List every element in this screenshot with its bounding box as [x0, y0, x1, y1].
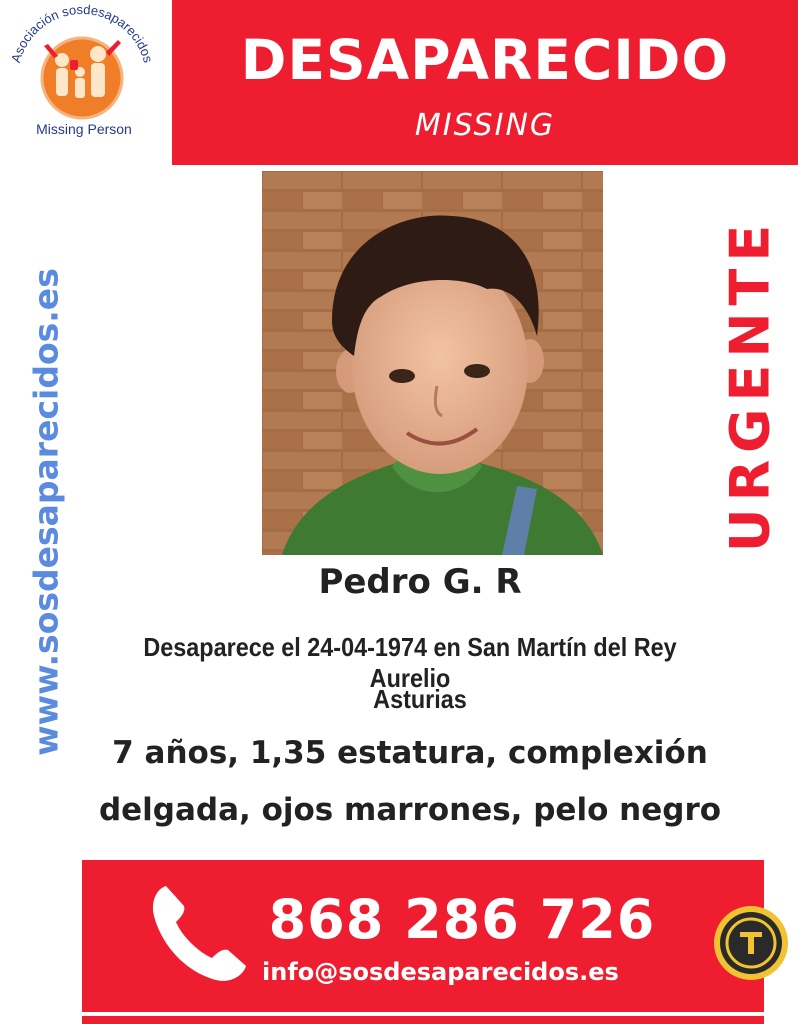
family-emblem-icon — [0, 0, 168, 165]
website-link[interactable]: www.sosdesaparecidos.es — [26, 268, 66, 756]
logo-arc-text: Asociación sosdesaparecidos — [8, 1, 156, 65]
watermark-badge-icon — [712, 904, 790, 982]
phone-number[interactable]: 868 286 726 — [268, 888, 656, 951]
person-photo — [262, 171, 603, 555]
missing-date-location: Desaparece el 24-04-1974 en San Martín del Rey Aurelio — [143, 632, 677, 693]
contact-email[interactable]: info@sosdesaparecidos.es — [262, 958, 619, 986]
bottom-bar — [82, 1016, 764, 1024]
description-line-1: 7 años, 1,35 estatura, complexión — [112, 735, 708, 771]
description-line-2: delgada, ojos marrones, pelo negro — [98, 792, 722, 828]
poster-subtitle: MISSING — [414, 108, 556, 143]
contact-banner — [82, 860, 764, 1012]
urgent-label: URGENTE — [718, 217, 782, 553]
header-banner — [172, 0, 798, 165]
person-name: Pedro G. R — [318, 562, 522, 602]
poster-title: DESAPARECIDO — [240, 28, 730, 92]
missing-region: Asturias — [373, 684, 467, 714]
logo-subtitle: Missing Person — [36, 121, 132, 137]
association-logo — [0, 0, 168, 165]
phone-handset-icon — [144, 878, 254, 988]
